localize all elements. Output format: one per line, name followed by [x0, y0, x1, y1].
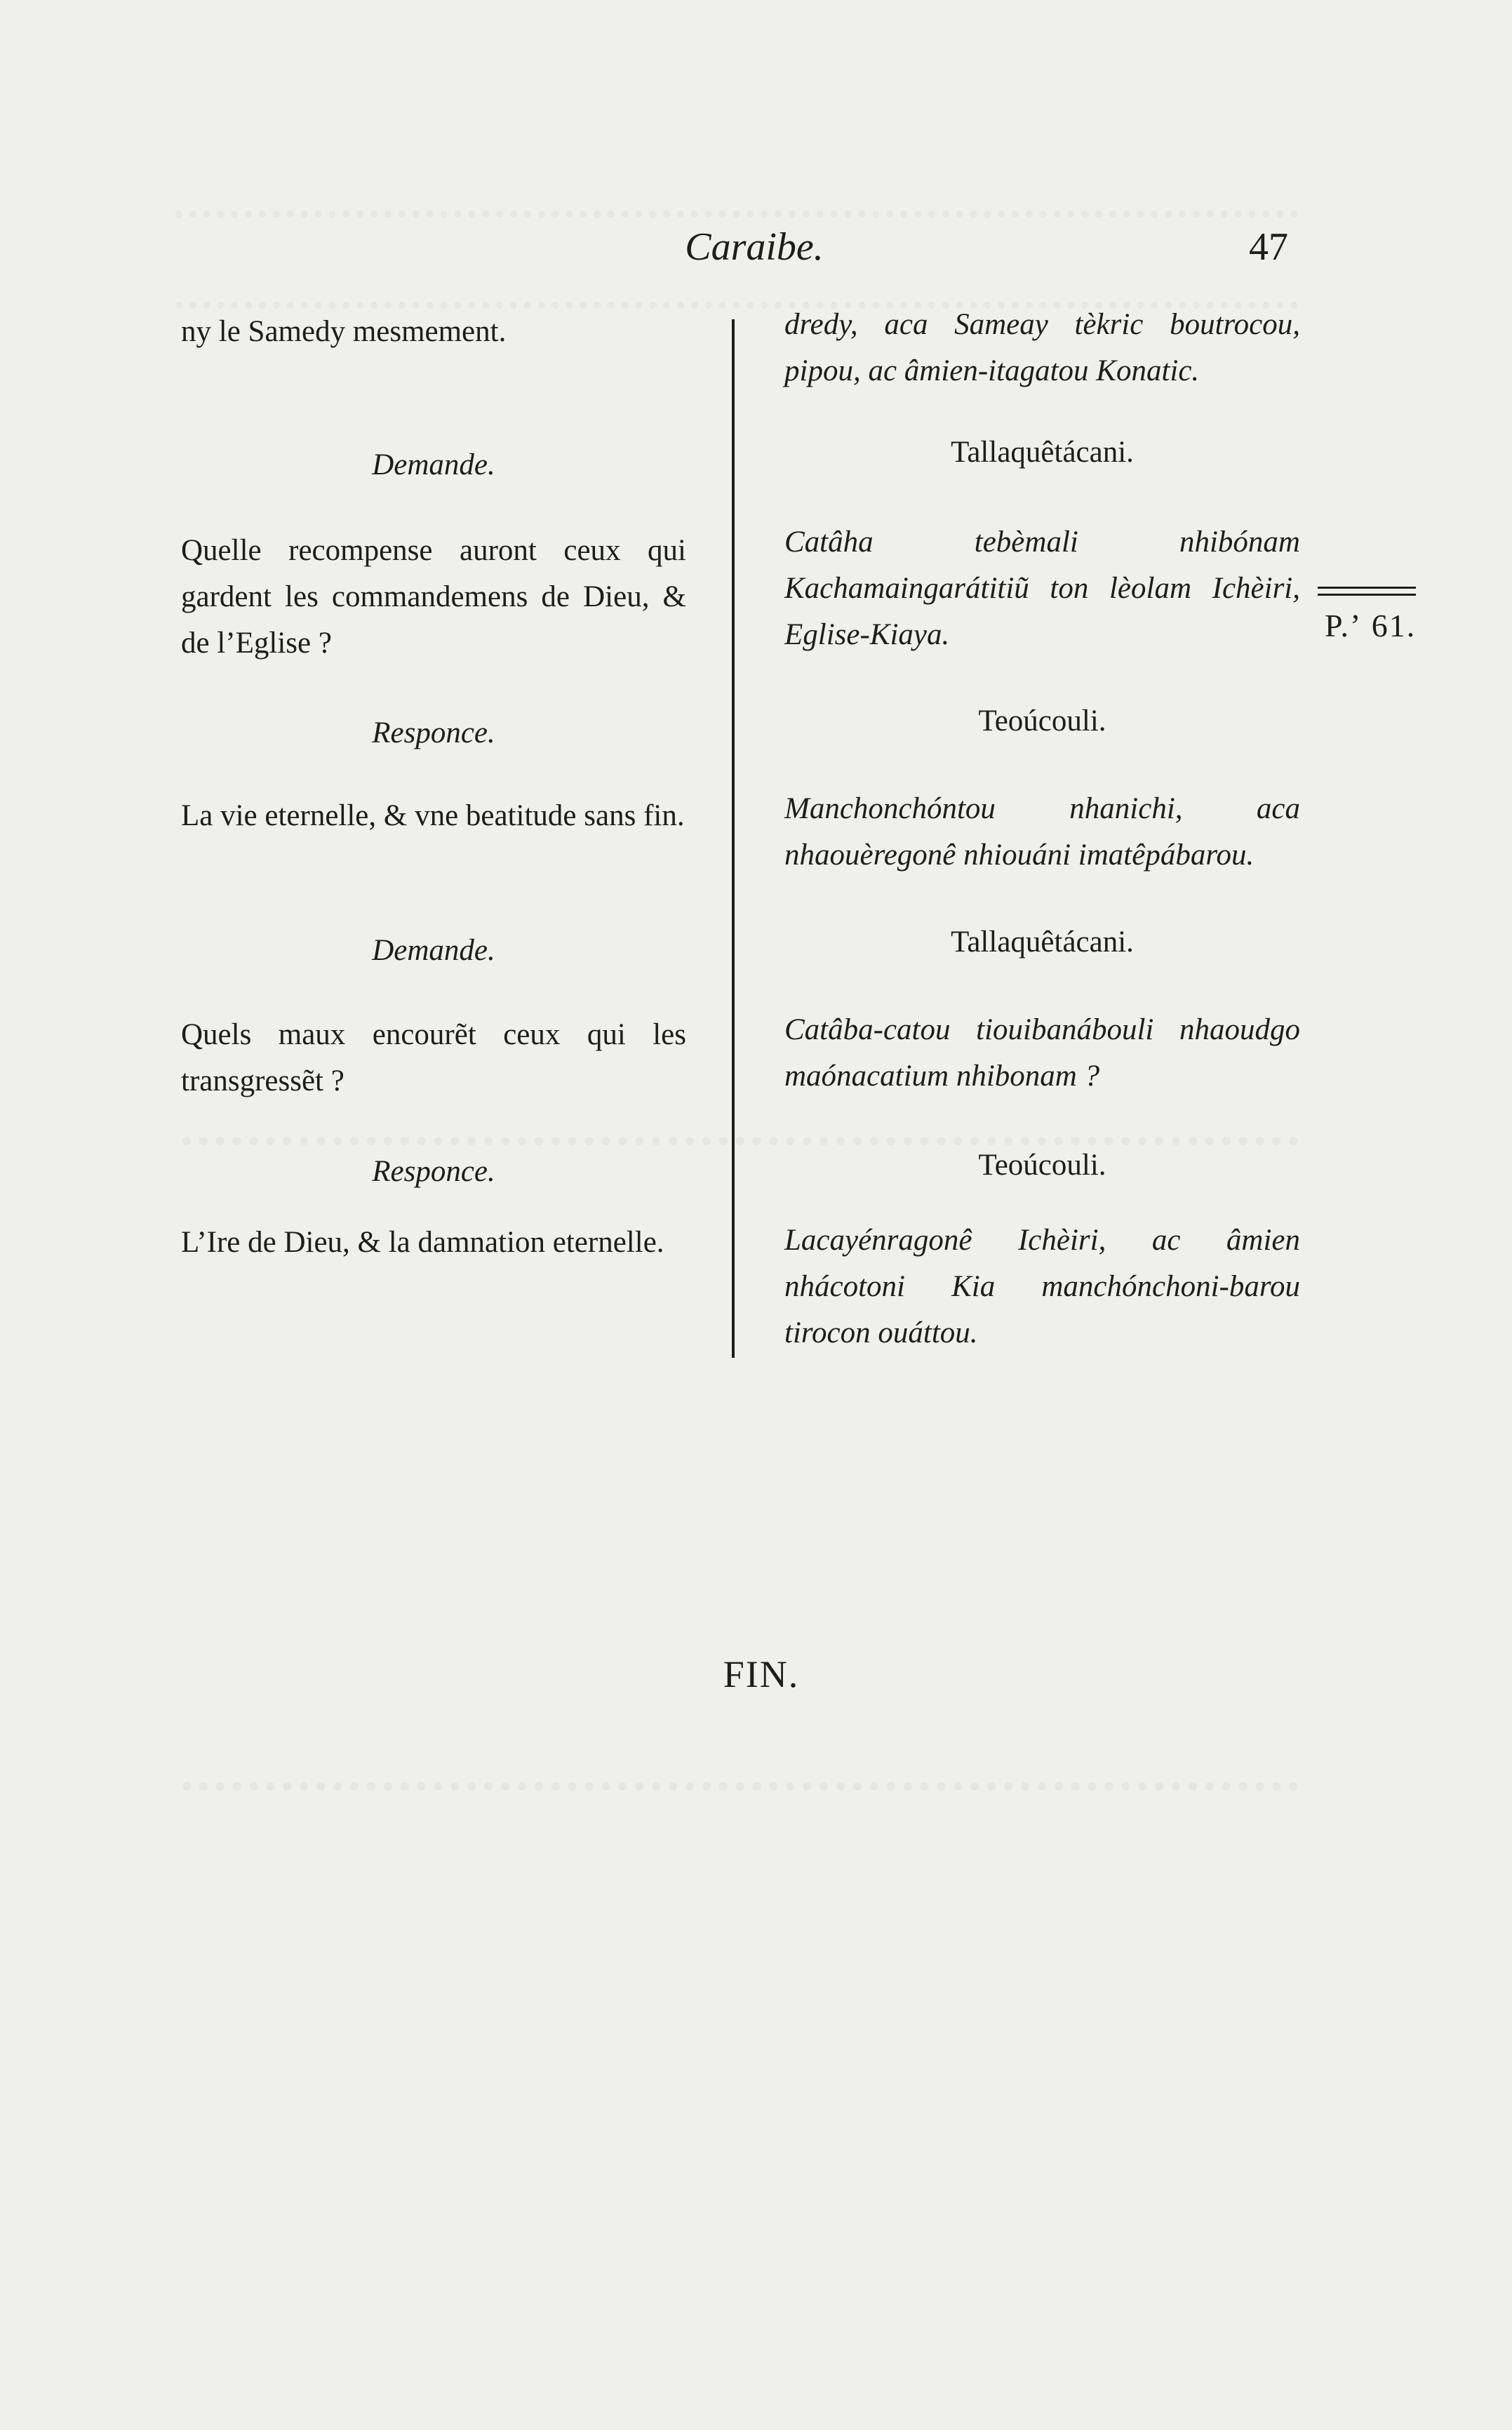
left-text-answer-2: L’Ire de Dieu, & la damnation eternelle.: [181, 1226, 664, 1259]
left-heading-demande-1: Demande.: [372, 448, 495, 481]
left-heading-demande-2: Demande.: [372, 934, 495, 967]
left-text-1: ny le Samedy mesmement.: [181, 315, 507, 348]
right-heading-teoucouli-2: Teoúcouli.: [978, 1149, 1106, 1182]
margin-page-reference: P.ʼ 61.: [1325, 608, 1417, 643]
page-number: 47: [1249, 225, 1288, 269]
left-heading-responce-2: Responce.: [372, 1155, 495, 1188]
right-heading-teoucouli-1: Teoúcouli.: [978, 705, 1106, 737]
margin-rule-top: [1318, 587, 1416, 589]
fin-label: FIN.: [723, 1653, 800, 1695]
right-heading-tallaquetacani-1: Tallaquêtácani.: [951, 436, 1134, 469]
right-text-1: dredy, aca Sameay tèkric boutrocou, pipou, ac âmien-itagatou Konatic.: [784, 308, 1300, 387]
column-divider: [732, 319, 735, 1358]
right-heading-tallaquetacani-2: Tallaquêtácani.: [951, 926, 1134, 959]
running-head-title: Caraibe.: [685, 225, 824, 269]
left-text-question-1: Quelle recompense auront ceux qui gardent les commandemens de Dieu, & de l’Eglise ?: [181, 534, 686, 660]
right-text-question-1: Catâha tebèmali nhibónam Kachamaingarátitiũ ton lèolam Ichèiri, Eglise-Kiaya.: [784, 526, 1300, 651]
left-heading-responce-1: Responce.: [372, 716, 495, 749]
right-text-question-2: Catâba-catou tiouibanábouli nhaoudgo maónacatium nhibonam ?: [784, 1013, 1300, 1093]
right-text-answer-1: Manchonchóntou nhanichi, aca nhaouèregonê nhiouáni imatêpábarou.: [784, 792, 1300, 872]
left-text-answer-1: La vie eternelle, & vne beatitude sans fin.: [181, 799, 685, 832]
left-text-question-2: Quels maux encourẽt ceux qui les transgressẽt ?: [181, 1018, 686, 1097]
right-text-answer-2: Lacayénragonê Ichèiri, ac âmien nhácotoni Kia manchónchoni-barou tirocon ouáttou.: [784, 1224, 1300, 1349]
show-through-ornament: [182, 1782, 1298, 1854]
margin-rule-bottom: [1318, 594, 1416, 596]
